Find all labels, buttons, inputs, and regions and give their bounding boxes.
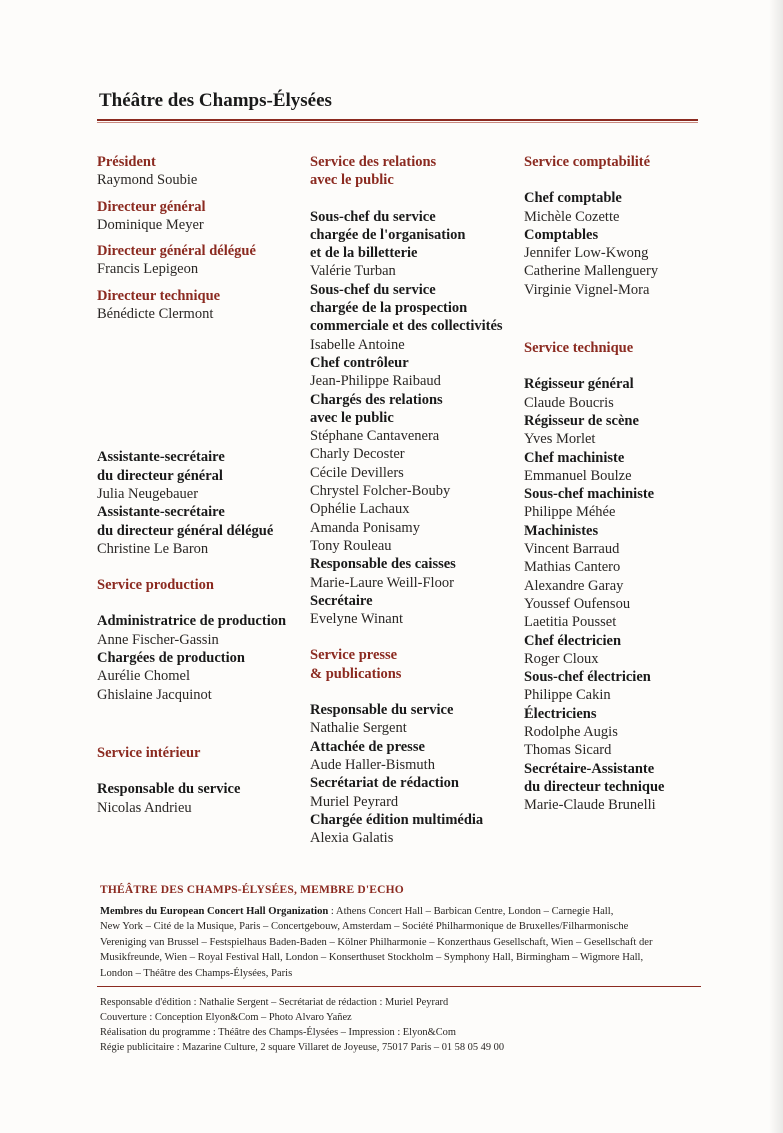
echo-line: Vereniging van Brussel – Festspielhaus Baden-Baden – Kölner Philharmonie – Konzerthaus Gesellschaft, Wien – Gesellschaft der xyxy=(100,936,653,948)
staff-name: Charly Decoster xyxy=(310,446,405,463)
staff-name: Catherine Mallenguery xyxy=(524,263,659,280)
echo-members xyxy=(100,904,700,981)
role-title: Chef machiniste xyxy=(524,449,625,466)
credit-line: Responsable d'édition : Nathalie Sergent – Secrétariat de rédaction : Muriel Peyrard xyxy=(100,997,449,1008)
staff-name: Cécile Devillers xyxy=(310,464,404,481)
echo-lead: Membres du European Concert Hall Organization xyxy=(100,906,329,917)
staff-name: Nathalie Sergent xyxy=(310,720,407,737)
spacer xyxy=(310,683,515,701)
role-title: Responsable du service xyxy=(97,781,241,798)
staff-column-3 xyxy=(524,153,734,815)
staff-name: Nicolas Andrieu xyxy=(97,799,192,816)
section-heading: & publications xyxy=(310,665,402,682)
spacer xyxy=(97,279,297,287)
role-title: Sous-chef électricien xyxy=(524,669,651,686)
staff-name: Aurélie Chomel xyxy=(97,668,191,685)
credit-line: Réalisation du programme : Théâtre des Champs-Élysées – Impression : Elyon&Com xyxy=(100,1027,456,1038)
spacer xyxy=(97,594,297,612)
staff-name: Aude Haller-Bismuth xyxy=(310,756,435,773)
section-heading: Service intérieur xyxy=(97,744,201,761)
credit-line: Couverture : Conception Elyon&Com – Photo Alvaro Yañez xyxy=(100,1012,352,1023)
role-title: Chef électricien xyxy=(524,632,622,649)
staff-name: Ghislaine Jacquinot xyxy=(97,686,212,703)
role-title: Chargée édition multimédia xyxy=(310,811,484,828)
role-title: Administratrice de production xyxy=(97,613,287,630)
section-heading: Service technique xyxy=(524,340,634,357)
staff-name: Stéphane Cantavenera xyxy=(310,428,440,445)
role-title: Responsable du service xyxy=(310,702,454,719)
spacer xyxy=(97,704,297,744)
staff-name: Laetitia Pousset xyxy=(524,614,617,631)
section-heading: Directeur technique xyxy=(97,287,221,304)
section-heading: Directeur général délégué xyxy=(97,243,256,260)
staff-name: Muriel Peyrard xyxy=(310,793,399,810)
role-title: Responsable des caisses xyxy=(310,556,456,573)
spacer xyxy=(524,171,734,189)
role-title: Assistante-secrétaire xyxy=(97,504,225,521)
staff-name: Rodolphe Augis xyxy=(524,724,618,741)
echo-line xyxy=(100,904,700,919)
staff-name: Youssef Oufensou xyxy=(524,595,631,612)
section-heading: Service presse xyxy=(310,647,398,664)
staff-name: Valérie Turban xyxy=(310,263,396,280)
spacer xyxy=(524,357,734,375)
staff-name: Jennifer Low-Kwong xyxy=(524,245,649,262)
staff-name: Roger Cloux xyxy=(524,650,599,667)
staff-name: Francis Lepigeon xyxy=(97,261,199,278)
staff-name: Vincent Barraud xyxy=(524,541,620,558)
section-heading: Service comptabilité xyxy=(524,154,651,170)
staff-name: Claude Boucris xyxy=(524,394,614,411)
staff-name: Philippe Cakin xyxy=(524,687,611,704)
role-title: chargée de la prospection xyxy=(310,300,468,317)
role-title: Secrétariat de rédaction xyxy=(310,775,459,792)
title-rule-secondary xyxy=(97,122,698,123)
credits-rule xyxy=(97,986,701,987)
page-edge xyxy=(769,0,783,1133)
staff-name: Jean-Philippe Raibaud xyxy=(310,373,441,390)
staff-name: Alexia Galatis xyxy=(310,830,394,847)
staff-name: Julia Neugebauer xyxy=(97,485,199,502)
role-title: du directeur général délégué xyxy=(97,522,274,539)
staff-name: Virginie Vignel-Mora xyxy=(524,281,650,298)
echo-line: Musikfreunde, Wien – Royal Festival Hall, London – Konserthuset Stockholm – Symphony Hall, Birmingham – Wigmore Hall, xyxy=(100,952,644,964)
staff-name: Christine Le Baron xyxy=(97,540,209,557)
role-title: Sous-chef du service xyxy=(310,208,436,225)
spacer xyxy=(97,762,297,780)
role-title: et de la billetterie xyxy=(310,245,418,262)
staff-name: Isabelle Antoine xyxy=(310,336,405,353)
spacer xyxy=(524,299,734,339)
echo-line: London – Théâtre des Champs-Élysées, Paris xyxy=(100,967,293,979)
role-title: Attachée de presse xyxy=(310,738,425,755)
staff-column-2 xyxy=(310,153,515,847)
spacer xyxy=(97,190,297,198)
staff-name: Michèle Cozette xyxy=(524,208,620,225)
role-title: Comptables xyxy=(524,226,599,243)
spacer xyxy=(310,628,515,646)
role-title: Sous-chef machiniste xyxy=(524,486,655,503)
section-heading: Service production xyxy=(97,577,214,594)
spacer xyxy=(97,558,297,576)
spacer xyxy=(97,323,297,448)
role-title: Régisseur de scène xyxy=(524,412,639,429)
section-heading: Directeur général xyxy=(97,198,206,215)
staff-name: Marie-Claude Brunelli xyxy=(524,797,656,814)
section-heading: Président xyxy=(97,154,156,170)
staff-name: Dominique Meyer xyxy=(97,216,204,233)
staff-name: Emmanuel Boulze xyxy=(524,467,632,484)
spacer xyxy=(97,234,297,242)
role-title: avec le public xyxy=(310,409,394,426)
staff-name: Anne Fischer-Gassin xyxy=(97,631,219,648)
staff-name: Amanda Ponisamy xyxy=(310,519,420,536)
staff-name: Alexandre Garay xyxy=(524,577,624,594)
echo-line-text: : Athens Concert Hall – Barbican Centre, London – Carnegie Hall, xyxy=(328,906,614,917)
role-title: Régisseur général xyxy=(524,376,634,393)
section-heading: avec le public xyxy=(310,172,394,189)
page-title: Théâtre des Champs-Élysées xyxy=(99,90,332,111)
role-title: Chargées de production xyxy=(97,650,245,667)
staff-name: Raymond Soubie xyxy=(97,172,198,189)
credits xyxy=(100,995,700,1055)
spacer xyxy=(310,190,515,208)
staff-name: Ophélie Lachaux xyxy=(310,501,410,518)
role-title: Chargés des relations xyxy=(310,391,443,408)
role-title: Électriciens xyxy=(524,705,597,722)
role-title: du directeur général xyxy=(97,467,223,484)
role-title: commerciale et des collectivités xyxy=(310,318,503,335)
section-heading: Service des relations xyxy=(310,154,437,170)
staff-name: Yves Morlet xyxy=(524,431,596,448)
staff-name: Marie-Laure Weill-Floor xyxy=(310,574,454,591)
role-title: Chef contrôleur xyxy=(310,354,409,371)
role-title: Secrétaire xyxy=(310,592,373,609)
staff-name: Bénédicte Clermont xyxy=(97,306,214,323)
staff-name: Chrystel Folcher-Bouby xyxy=(310,483,451,500)
staff-name: Mathias Cantero xyxy=(524,559,621,576)
role-title: du directeur technique xyxy=(524,778,665,795)
staff-column-1 xyxy=(97,153,297,817)
credit-line: Régie publicitaire : Mazarine Culture, 2 square Villaret de Joyeuse, 75017 Paris – 01 58 05 49 00 xyxy=(100,1042,505,1053)
staff-name: Thomas Sicard xyxy=(524,742,612,759)
role-title: Chef comptable xyxy=(524,190,622,207)
staff-name: Evelyne Winant xyxy=(310,611,403,628)
role-title: Secrétaire-Assistante xyxy=(524,760,655,777)
role-title: chargée de l'organisation xyxy=(310,226,466,243)
staff-name: Philippe Méhée xyxy=(524,504,616,521)
role-title: Assistante-secrétaire xyxy=(97,449,225,466)
role-title: Sous-chef du service xyxy=(310,281,436,298)
role-title: Machinistes xyxy=(524,522,599,539)
title-rule xyxy=(97,119,698,121)
staff-name: Tony Rouleau xyxy=(310,537,392,554)
echo-heading: THÉÂTRE DES CHAMPS-ÉLYSÉES, MEMBRE D'ECHO xyxy=(100,884,404,896)
echo-line: New York – Cité de la Musique, Paris – Concertgebouw, Amsterdam – Société Philharmonique de Bruxelles/Filharmonische xyxy=(100,921,629,933)
